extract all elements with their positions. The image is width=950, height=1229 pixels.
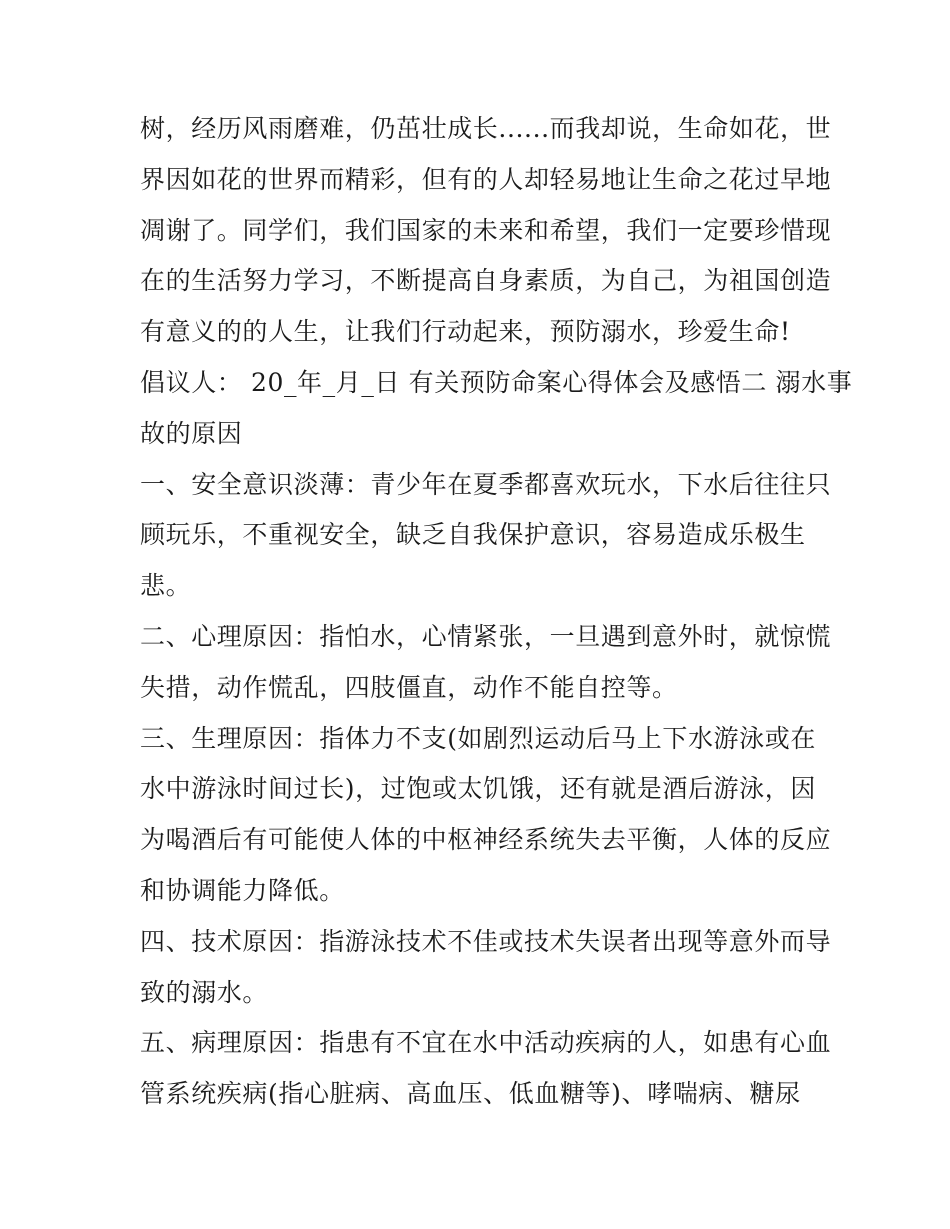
text-line: 界因如花的世界而精彩，但有的人却轻易地让生命之花过早地	[140, 164, 832, 194]
text-line: 有意义的的人生，让我们行动起来，预防溺水，珍爱生命!	[140, 317, 791, 347]
text-line: 致的溺水。	[140, 977, 269, 1007]
text-line: 凋谢了。同学们，我们国家的未来和希望，我们一定要珍惜现	[140, 215, 832, 245]
text-line: 悲。	[140, 571, 192, 601]
text-line: 顾玩乐，不重视安全，缺乏自我保护意识，容易造成乐极生	[140, 520, 806, 550]
text-line: 五、病理原因：指患有不宜在水中活动疾病的人，如患有心血	[140, 1028, 832, 1058]
text-line: 失措，动作慌乱，四肢僵直，动作不能自控等。	[140, 672, 678, 702]
text-line: 为喝酒后有可能使人体的中枢神经系统失去平衡，人体的反应	[140, 825, 832, 855]
text-line: 四、技术原因：指游泳技术不佳或技术失误者出现等意外而导	[140, 926, 832, 956]
text-line: 二、心理原因：指怕水，心情紧张，一旦遇到意外时，就惊慌	[140, 621, 832, 651]
text-line: 管系统疾病(指心脏病、高血压、低血糖等)、哮喘病、糖尿	[140, 1079, 801, 1109]
text-line: 和协调能力降低。	[140, 875, 345, 905]
text-line: 水中游泳时间过长)，过饱或太饥饿，还有就是酒后游泳，因	[140, 774, 816, 804]
text-line: 在的生活努力学习，不断提高自身素质，为自己，为祖国创造	[140, 266, 832, 296]
text-line: 故的原因	[140, 418, 243, 448]
text-line: 一、安全意识淡薄：青少年在夏季都喜欢玩水，下水后往往只	[140, 469, 832, 499]
document-body	[140, 104, 853, 1120]
text-line: 三、生理原因：指体力不支(如剧烈运动后马上下水游泳或在	[140, 723, 816, 753]
text-line: 倡议人： 20_年_月_日 有关预防命案心得体会及感悟二 溺水事	[140, 367, 853, 397]
text-line: 树，经历风雨磨难，仍茁壮成长......而我却说，生命如花，世	[140, 114, 832, 143]
